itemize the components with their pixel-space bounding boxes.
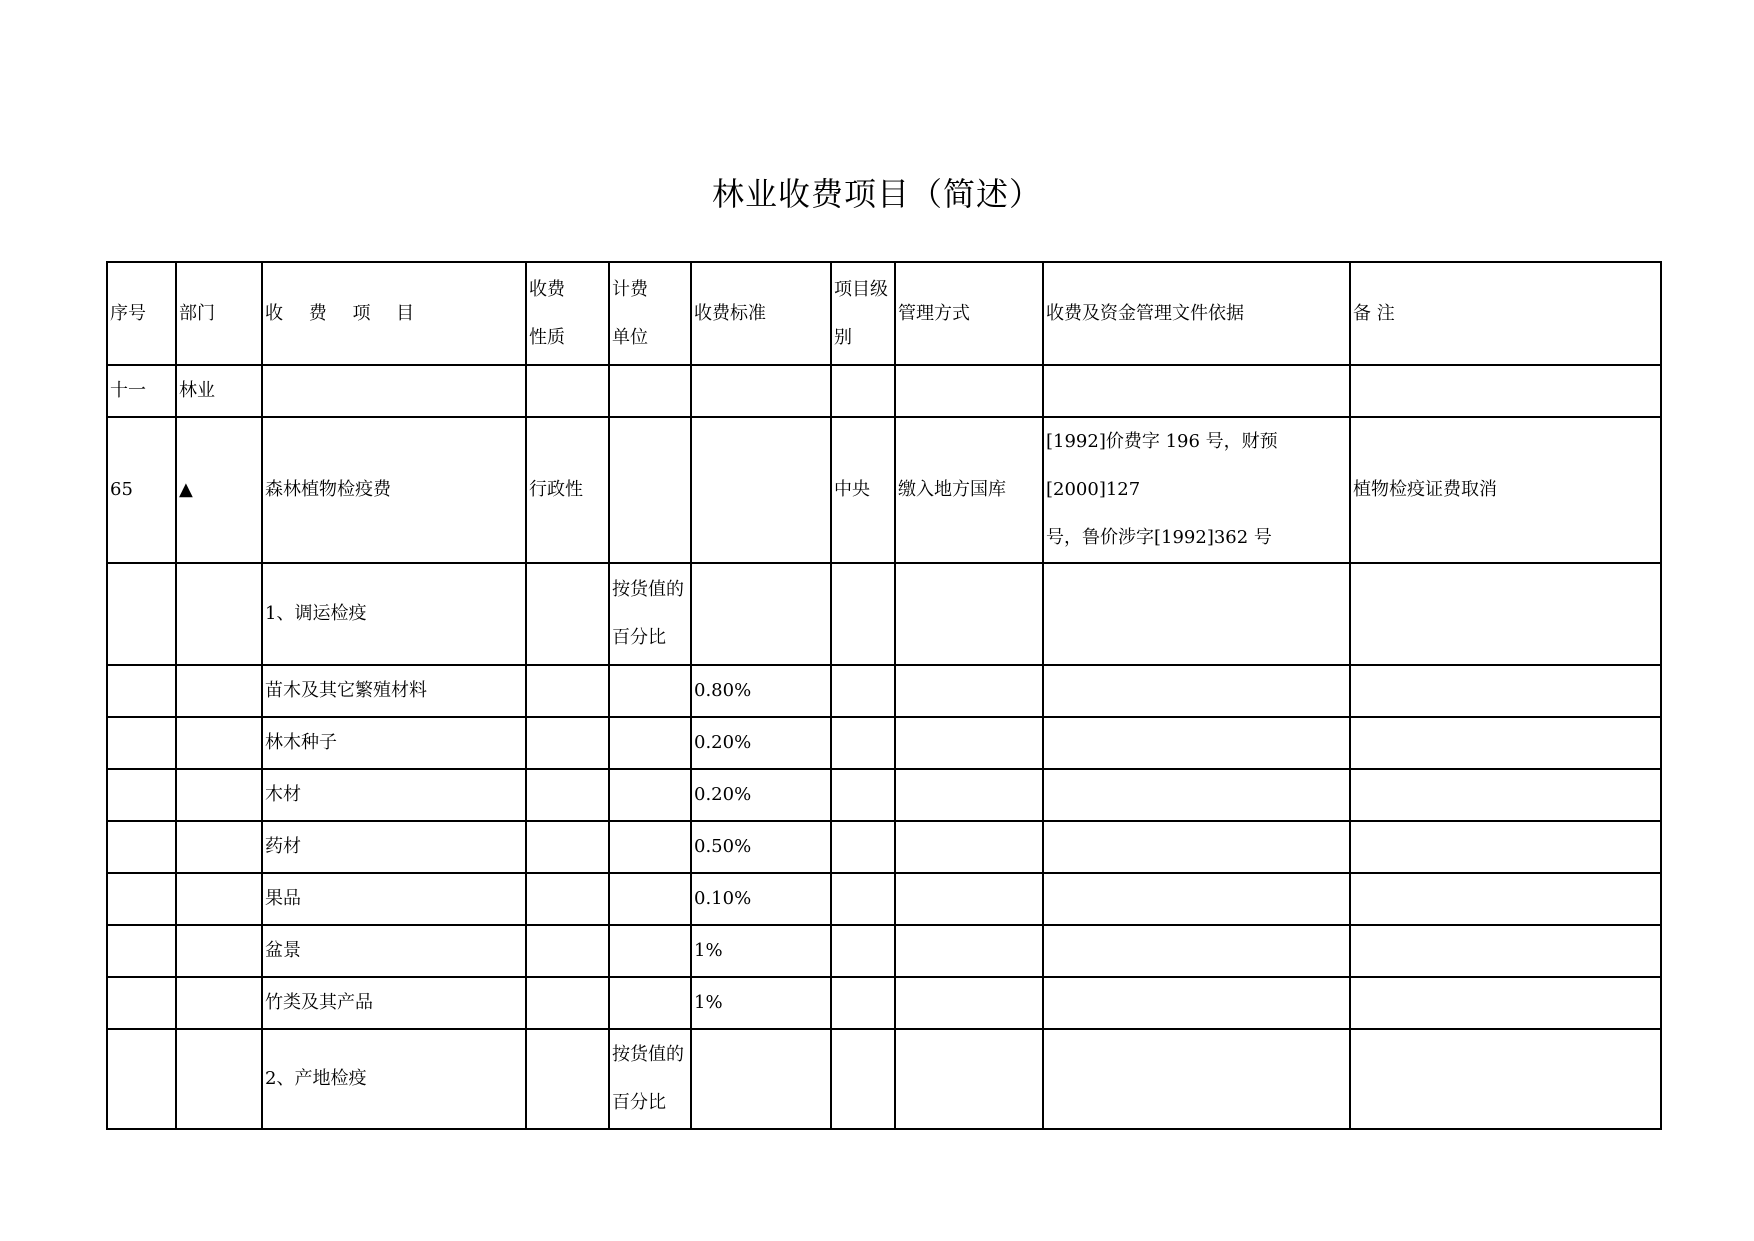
item-level: 中央 [831,417,895,563]
empty-cell [1350,769,1661,821]
header-seq: 序号 [107,262,176,365]
empty-cell [1043,925,1350,977]
empty-cell [831,977,895,1029]
empty-cell [1350,365,1661,417]
empty-cell [609,925,691,977]
empty-cell [895,717,1043,769]
item-basis-line2: 号，鲁价涉字[1992]362 号 [1046,527,1272,548]
header-nature [526,262,609,365]
row-name: 药材 [262,821,526,873]
empty-cell [526,365,609,417]
empty-cell [176,563,262,665]
empty-cell [526,769,609,821]
table-row [107,665,1661,717]
table-row [107,925,1661,977]
empty-cell [831,563,895,665]
header-management: 管理方式 [895,262,1043,365]
header-basis: 收费及资金管理文件依据 [1043,262,1350,365]
sub1-name: 1、调运检疫 [262,563,526,665]
empty-cell [691,563,831,665]
header-nature-line2: 性质 [529,326,565,348]
empty-cell [107,769,176,821]
empty-cell [176,769,262,821]
empty-cell [609,821,691,873]
empty-cell [1043,665,1350,717]
row-standard: 0.20% [691,717,831,769]
row-name: 木材 [262,769,526,821]
empty-cell [831,665,895,717]
header-unit-line2: 单位 [612,326,648,348]
header-level [831,262,895,365]
item-seq: 65 [107,417,176,563]
empty-cell [526,717,609,769]
item-nature: 行政性 [526,417,609,563]
sub2-unit [609,1029,691,1129]
empty-cell [526,821,609,873]
header-standard: 收费标准 [691,262,831,365]
page-title: 林业收费项目（简述） [711,175,1042,213]
empty-cell [895,925,1043,977]
empty-cell [1350,1029,1661,1129]
section-row-forestry [107,365,1661,417]
empty-cell [831,365,895,417]
empty-cell [895,873,1043,925]
empty-cell [609,365,691,417]
table-row [107,873,1661,925]
item-basis-line1: [1992]价费字 196 号，财预[2000]127 [1046,431,1278,500]
table-row [107,717,1661,769]
empty-cell [1350,821,1661,873]
empty-cell [609,717,691,769]
empty-cell [526,925,609,977]
table-row [107,977,1661,1029]
empty-cell [526,977,609,1029]
empty-cell [691,1029,831,1129]
empty-cell [1350,977,1661,1029]
empty-cell [831,1029,895,1129]
empty-cell [609,665,691,717]
table-row-sub2 [107,1029,1661,1129]
empty-cell [107,977,176,1029]
empty-cell [526,665,609,717]
row-standard: 0.80% [691,665,831,717]
section-seq: 十一 [107,365,176,417]
row-standard: 0.20% [691,769,831,821]
row-standard: 1% [691,977,831,1029]
item-remark: 植物检疫证费取消 [1350,417,1661,563]
empty-cell [1043,873,1350,925]
row-name: 盆景 [262,925,526,977]
empty-cell [831,873,895,925]
empty-cell [1043,563,1350,665]
item-basis [1043,417,1350,563]
empty-cell [107,873,176,925]
empty-cell [895,365,1043,417]
empty-cell [895,665,1043,717]
sub2-name: 2、产地检疫 [262,1029,526,1129]
header-item [262,262,526,365]
empty-cell [262,365,526,417]
empty-cell [107,665,176,717]
table-row-item-65 [107,417,1661,563]
item-name: 森林植物检疫费 [262,417,526,563]
header-item-label: 收 费 项 目 [265,302,425,324]
empty-cell [895,769,1043,821]
sub1-unit-line1: 按货值的 [612,579,684,600]
header-remark: 备 注 [1350,262,1661,365]
empty-cell [1043,977,1350,1029]
empty-cell [176,821,262,873]
empty-cell [176,717,262,769]
fee-table [106,261,1662,1130]
empty-cell [831,769,895,821]
row-standard: 1% [691,925,831,977]
empty-cell [526,873,609,925]
header-level-line1: 项目级 [834,278,888,300]
sub1-unit [609,563,691,665]
empty-cell [526,563,609,665]
empty-cell [1043,717,1350,769]
empty-cell [107,717,176,769]
empty-cell [1043,821,1350,873]
row-name: 林木种子 [262,717,526,769]
empty-cell [1043,1029,1350,1129]
empty-cell [1350,873,1661,925]
empty-cell [1350,665,1661,717]
empty-cell [609,873,691,925]
empty-cell [176,665,262,717]
empty-cell [526,1029,609,1129]
row-name: 果品 [262,873,526,925]
table-row [107,769,1661,821]
empty-cell [609,769,691,821]
empty-cell [1350,717,1661,769]
empty-cell [895,977,1043,1029]
header-nature-line1: 收费 [529,278,565,300]
row-name: 苗木及其它繁殖材料 [262,665,526,717]
empty-cell [831,821,895,873]
empty-cell [1350,563,1661,665]
header-dept: 部门 [176,262,262,365]
row-standard: 0.10% [691,873,831,925]
empty-cell [609,417,691,563]
empty-cell [609,977,691,1029]
empty-cell [895,563,1043,665]
empty-cell [107,821,176,873]
empty-cell [1043,365,1350,417]
empty-cell [831,717,895,769]
empty-cell [176,925,262,977]
item-management: 缴入地方国库 [895,417,1043,563]
sub1-unit-line2: 百分比 [612,627,666,648]
empty-cell [691,417,831,563]
empty-cell [895,1029,1043,1129]
row-name: 竹类及其产品 [262,977,526,1029]
empty-cell [831,925,895,977]
table-row-sub1 [107,563,1661,665]
empty-cell [107,1029,176,1129]
section-dept: 林业 [176,365,262,417]
header-unit [609,262,691,365]
empty-cell [176,873,262,925]
empty-cell [176,977,262,1029]
empty-cell [107,563,176,665]
empty-cell [895,821,1043,873]
row-standard: 0.50% [691,821,831,873]
triangle-mark-icon: ▲ [176,417,262,563]
sub2-unit-line2: 百分比 [612,1092,666,1113]
empty-cell [107,925,176,977]
header-unit-line1: 计费 [612,278,648,300]
empty-cell [176,1029,262,1129]
header-level-line2: 别 [834,326,852,348]
empty-cell [1043,769,1350,821]
empty-cell [1350,925,1661,977]
empty-cell [691,365,831,417]
table-row [107,821,1661,873]
table-header-row [107,262,1661,365]
sub2-unit-line1: 按货值的 [612,1044,684,1065]
